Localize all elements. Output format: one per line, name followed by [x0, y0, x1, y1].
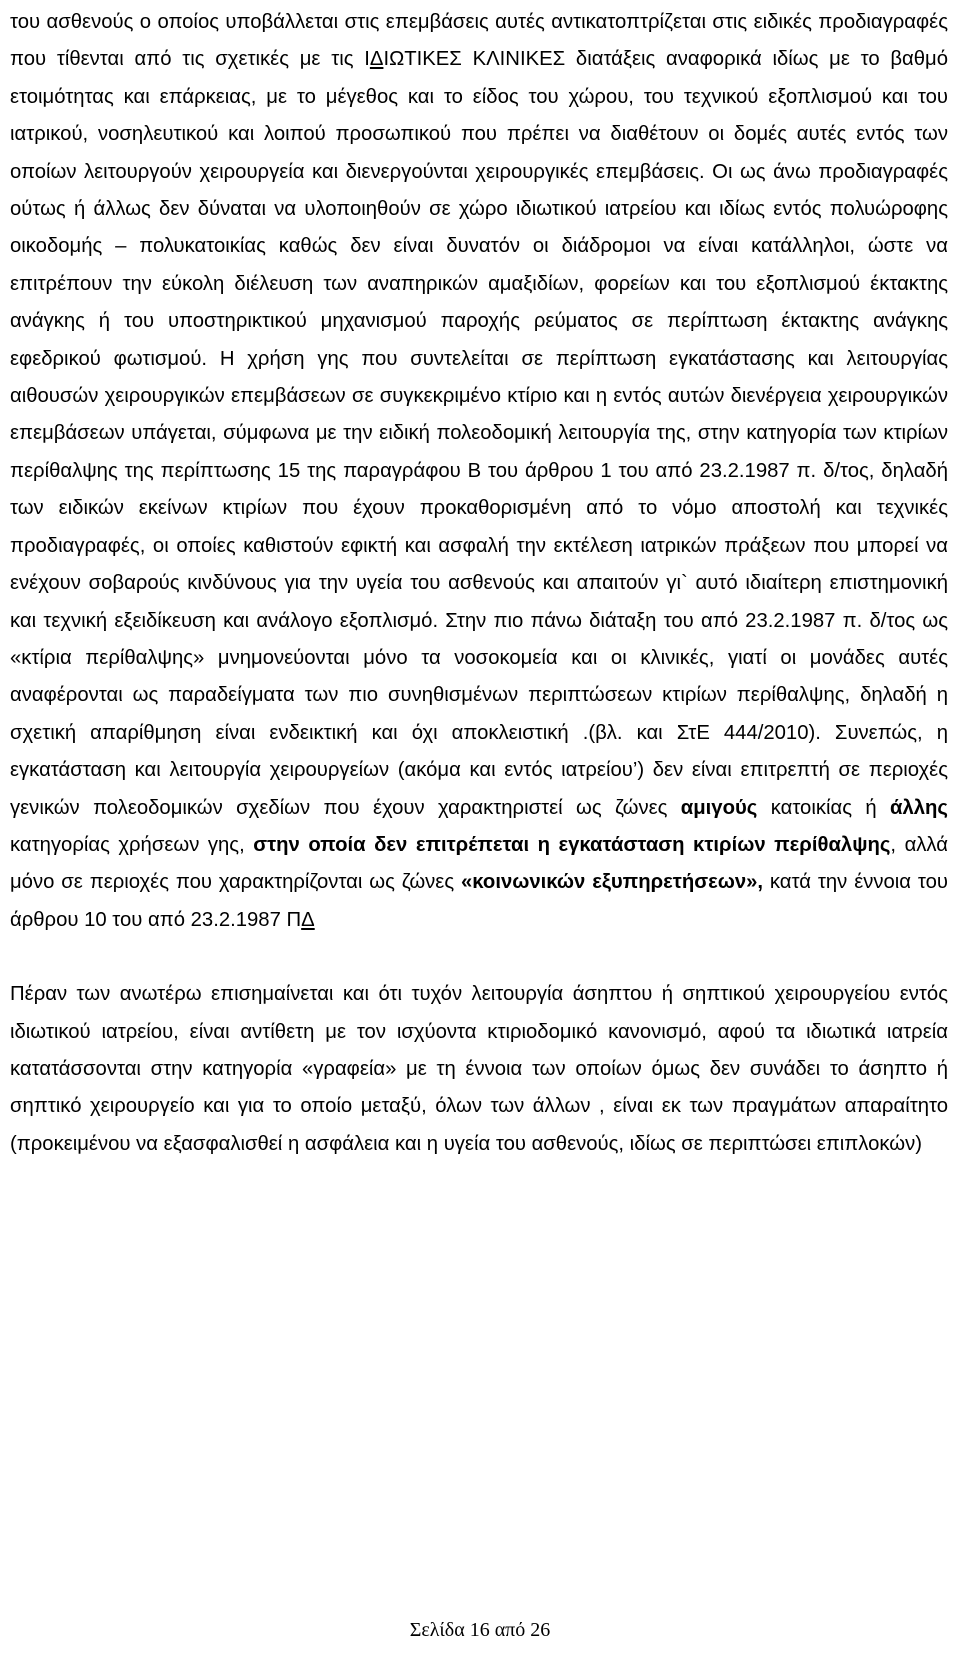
paragraph-1-text-a: του ασθενούς ο οποίος υποβάλλεται στις επεμβάσεις αυτές αντικατοπτρίζεται στις ειδικές προδιαγραφές που τίθενται από τις σχετικές με τις Ι — [10, 11, 948, 71]
body-paragraph-1 — [10, 4, 948, 939]
body-paragraph-2: Πέραν των ανωτέρω επισημαίνεται και ότι τυχόν λειτουργία άσηπτου ή σηπτικού χειρουργείου εντός ιδιωτικού ιατρείου, είναι αντίθετη με τον ισχύοντα κτιριοδομικό κανονισμό, αφού τα ιδιωτικά ιατρεία κατατάσσονται στην κατηγορία «γραφεία» με τη έννοια των οποίων όμως δεν συνάδει το άσηπτο ή σηπτικό χειρουργείο και για το οποίο μεταξύ, όλων των άλλων , είναι εκ των πραγμάτων απαραίτητο (προκειμένου να εξασφαλισθεί η ασφάλεια και η υγεία του ασθενούς, ιδίως σε περιπτώσει επιπλοκών) — [10, 983, 948, 1155]
underlined-letter: Δ — [369, 48, 384, 71]
bold-phrase-amigous: αμιγούς — [680, 796, 758, 819]
bold-phrase-social-services: «κοινωνικών εξυπηρετήσεων», — [461, 871, 764, 894]
bold-phrase-allis: άλλης — [890, 796, 948, 819]
paragraph-1-text-d: κατηγορίας χρήσεων γης, — [10, 833, 254, 856]
paragraph-1-text-c: κατοικίας ή — [757, 796, 891, 819]
underlined-letter-end: Δ — [301, 908, 315, 931]
paragraph-1-text-f: κατά την έννοια του άρθρου 10 του από 23.2.1987 Π — [10, 871, 949, 931]
bold-phrase-prohibition: στην οποία δεν επιτρέπεται η εγκατάσταση κτιρίων περίθαλψης — [253, 833, 891, 856]
paragraph-1-text-e: , αλλά μόνο σε περιοχές που χαρακτηρίζονται ως ζώνες — [10, 833, 948, 894]
document-page — [10, 0, 948, 1163]
paragraph-1-text-b: ΙΩΤΙΚΕΣ ΚΛΙΝΙΚΕΣ διατάξεις αναφορικά ιδίως με το βαθμό ετοιμότητας και επάρκειας, με το μέγεθος και το είδος του χώρου, του τεχνικού εξοπλισμού και του ιατρικού, νοσηλευτικού και λοιπού προσωπικού που πρέπει να διαθέτουν οι δομές αυτές εντός των οποίων λειτουργούν χειρουργεία και διενεργούνται χειρουργικές επεμβάσεις. Οι ως άνω προδιαγραφές ούτως ή άλλως δεν δύναται να υλοποιηθούν σε χώρο ιδιωτικού ιατρείου και ιδίως εντός πολυώροφης οικοδομής – πολυκατοικίας καθώς δεν είναι δυνατόν οι διάδρομοι να είναι κατάλληλοι, ώστε να επιτρέπουν την εύκολη διέλευση των αναπηρικών αμαξιδίων, φορείων και του εξοπλισμού έκτακτης ανάγκης ή του υποστηρικτικού μηχανισμού παροχής ρεύματος σε περίπτωση έκτακτης ανάγκης εφεδρικού φωτισμού. Η χρήση γης που συντελείται σε περίπτωση εγκατάστασης και λειτουργίας αιθουσών χειρουργικών επεμβάσεων σε συγκεκριμένο κτίριο και η εντός αυτών διενέργεια χειρουργικών επεμβάσεων υπάγεται, σύμφωνα με την ειδική πολεοδομική λειτουργία της, στην κατηγορία των κτιρίων περίθαλψης της περίπτωσης 15 της παραγράφου Β του άρθρου 1 του από 23.2.1987 π. δ/τος, δηλαδή των ειδικών εκείνων κτιρίων που έχουν προκαθορισμένη από το νόμο αποστολή και τεχνικές προδιαγραφές, οι οποίες καθιστούν εφικτή και ασφαλή την εκτέλεση ιατρικών πράξεων που μπορεί να ενέχουν σοβαρούς κινδύνους για την υγεία του ασθενούς και απαιτούν γι` αυτό ιδιαίτερη επιστημονική και τεχνική εξειδίκευση και ανάλογο εξοπλισμό. Στην πιο πάνω διάταξη του από 23.2.1987 π. δ/τος ως «κτίρια περίθαλψης» μνημονεύονται μόνο τα νοσοκομεία και οι κλινικές, γιατί οι μονάδες αυτές αναφέρονται ως παραδείγματα των πιο συνηθισμένων περιπτώσεων κτιρίων περίθαλψης, δηλαδή η σχετική απαρίθμηση είναι ενδεικτική και όχι αποκλειστική .(βλ. και ΣτΕ 444/2010). Συνεπώς, η εγκατάσταση και λειτουργία χειρουργείων (ακόμα και εντός ιατρείου’) δεν είναι επιτρεπτή σε περιοχές γενικών πολεοδομικών σχεδίων που έχουν χαρακτηριστεί ως ζώνες — [10, 48, 948, 819]
page-number-footer: Σελίδα 16 από 26 — [409, 1619, 551, 1641]
